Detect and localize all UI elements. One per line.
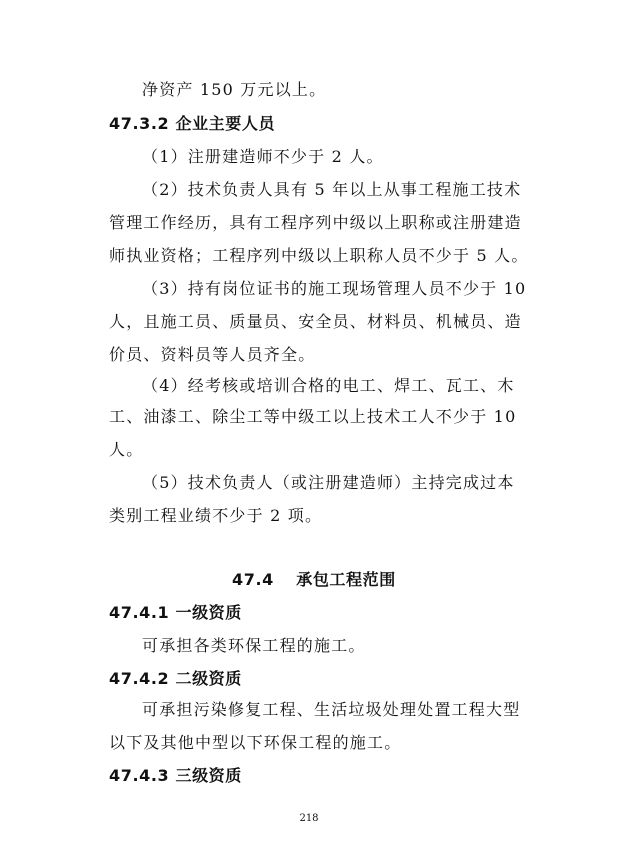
section-title: 一级资质 xyxy=(175,603,242,622)
section-number: 47.4 xyxy=(232,570,274,589)
section-title: 承包工程范围 xyxy=(296,570,396,589)
list-item-5-line-2: 类别工程业绩不少于 2 项。 xyxy=(109,506,323,525)
list-item-2-line-3: 师执业资格；工程序列中级以上职称人员不少于 5 人。 xyxy=(109,246,529,265)
paragraph-text: 可承担各类环保工程的施工。 xyxy=(142,636,366,655)
list-item-2-line-1: （2）技术负责人具有 5 年以上从事工程施工技术 xyxy=(142,180,522,199)
list-item-4-line-1: （4）经考核或培训合格的电工、焊工、瓦工、木 xyxy=(142,376,515,395)
section-heading-47-4-2 xyxy=(109,669,242,689)
paragraph-text: 净资产 150 万元以上。 xyxy=(142,80,327,99)
list-item-5-line-1: （5）技术负责人（或注册建造师）主持完成过本 xyxy=(142,473,515,492)
list-item-1: （1）注册建造师不少于 2 人。 xyxy=(142,147,384,166)
list-item-4-line-3: 人。 xyxy=(109,440,144,459)
section-number: 47.4.3 xyxy=(109,766,170,785)
list-item-3-line-3: 价员、资料员等人员齐全。 xyxy=(109,345,316,364)
section-title: 二级资质 xyxy=(175,669,242,688)
list-item-4-line-2: 工、油漆工、除尘工等中级工以上技术工人不少于 10 xyxy=(109,407,517,426)
section-heading-47-4 xyxy=(232,570,396,590)
section-number: 47.4.1 xyxy=(109,603,170,622)
section-number: 47.3.2 xyxy=(109,114,170,133)
paragraph-text-line-1: 可承担污染修复工程、生活垃圾处理处置工程大型 xyxy=(142,700,521,719)
list-item-2-line-2: 管理工作经历，具有工程序列中级以上职称或注册建造 xyxy=(109,213,522,232)
list-item-3-line-2: 人，且施工员、质量员、安全员、材料员、机械员、造 xyxy=(109,312,522,331)
page-number: 218 xyxy=(299,813,319,824)
section-title: 企业主要人员 xyxy=(175,114,276,133)
list-item-3-line-1: （3）持有岗位证书的施工现场管理人员不少于 10 xyxy=(142,279,527,298)
section-heading-47-4-1 xyxy=(109,603,242,623)
section-title: 三级资质 xyxy=(175,766,242,785)
paragraph-text-line-2: 以下及其他中型以下环保工程的施工。 xyxy=(109,733,402,752)
section-number: 47.4.2 xyxy=(109,669,170,688)
section-heading-47-4-3 xyxy=(109,766,242,786)
section-heading-47-3-2 xyxy=(109,114,275,134)
